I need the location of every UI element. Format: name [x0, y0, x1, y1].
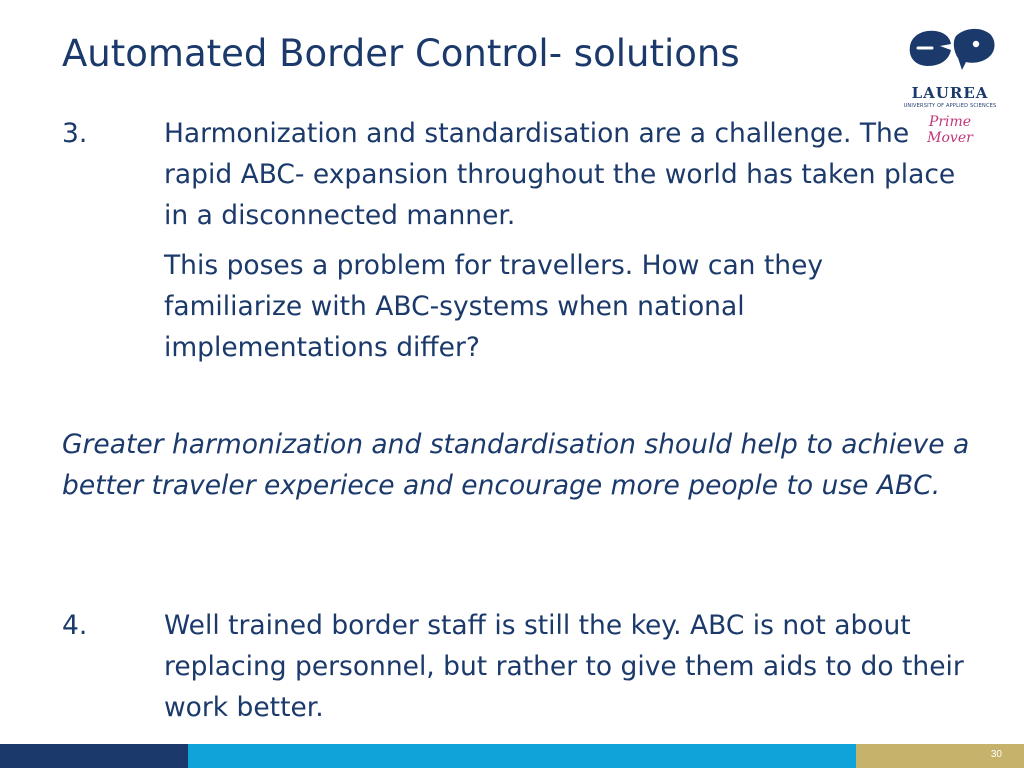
footer-bar	[0, 744, 1024, 768]
logo-subtitle: UNIVERSITY OF APPLIED SCIENCES	[903, 103, 997, 109]
footer-bar-dark	[0, 744, 188, 768]
logo-slogan: Prime Mover	[927, 114, 973, 146]
logo-wordmark: LAUREA	[911, 84, 989, 102]
item-4-paragraph-1: Well trained border staff is still the key. ABC is not about replacing personnel, but rather to give them aids to do their work better.	[164, 610, 964, 723]
page-number: 30	[990, 749, 1002, 760]
item-number-4: 4.	[62, 610, 88, 641]
slide-title: Automated Border Control- solutions	[62, 32, 740, 75]
item-3-paragraph-2: This poses a problem for travellers. How can they familiarize with ABC-systems when national implementations differ?	[164, 250, 824, 363]
footer-bar-light	[188, 744, 856, 768]
emphasis-paragraph: Greater harmonization and standardisation should help to achieve a better traveler experiece and encourage more people to use ABC.	[62, 429, 970, 501]
item-number-3: 3.	[62, 118, 88, 149]
item-3-paragraph-1: Harmonization and standardisation are a challenge. The rapid ABC- expansion throughout the world has taken place in a disconnected manner.	[164, 118, 956, 231]
